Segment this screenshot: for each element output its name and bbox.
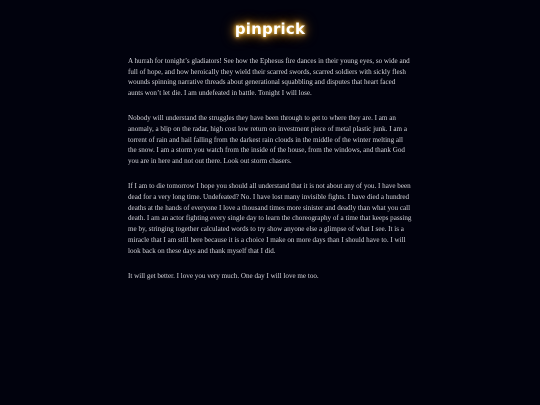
- paragraph-4: It will get better. I love you very much. One day I will love me too.: [128, 271, 319, 280]
- paragraph-3: If I am to die tomorrow I hope you should all understand that it is not about any of you. I have been dead for a very long time. Undefeated? No. I have lost many invisible fights. I have died a hundred deaths at the hands of everyone I love a thousand times more sinister and deadly than what you call death. I am an actor fighting every single day to learn the choreography of a time that keeps passing me by, stringing together calculated words to try show anyone else a glimpse of what I see. It is a miracle that I am still here because it is a choice I make on more days than I should have to. I will look back on these days and thank myself that I did.: [128, 182, 412, 255]
- paragraph-2: Nobody will understand the struggles they have been through to get to where they are. I am an anomaly, a blip on the radar, high cost low return on investment piece of metal plastic junk. I am a torrent of rain and hail falling from the darkest rain clouds in the middle of the winter melting all the snow. I am a storm you watch from the inside of the house, from the windows, and thank God you are in here and not out there. Look out storm chasers.: [128, 114, 407, 166]
- poem-body: [128, 56, 412, 296]
- paragraph-1: A hurrah for tonight’s gladiators! See how the Ephesus fire dances in their young eyes, so wide and full of hope, and how heroically they wield their scarred swords, scarred soldiers with sickly flesh wounds spinning narrative threads about generational squabbling and disputes that heart faced aunts won’t let die. I am undefeated in battle. Tonight I will lose.: [128, 57, 410, 98]
- page-title: pinprick: [234, 20, 306, 38]
